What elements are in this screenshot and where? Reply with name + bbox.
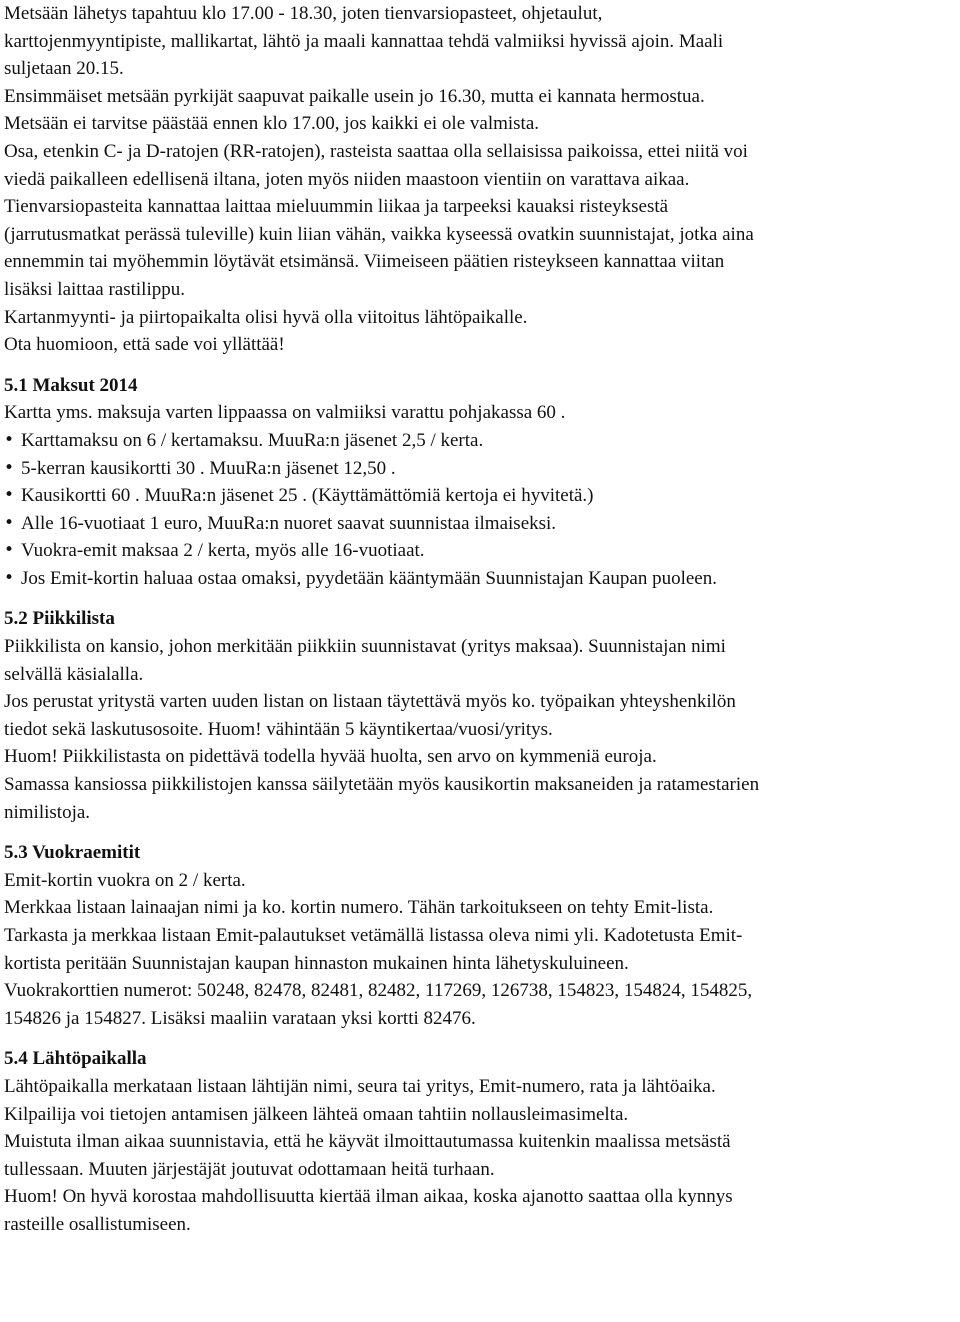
section-heading: 5.1 Maksut 2014 (4, 374, 138, 396)
text-line: Ota huomioon, että sade voi yllättää! (4, 334, 285, 356)
list-item-text: Vuokra-emit maksaa 2 / kerta, myös alle 16-vuotiaat. (21, 540, 425, 562)
text-line: Samassa kansiossa piikkilistojen kanssa säilytetään myös kausikortin maksaneiden ja ratamestarien (4, 774, 760, 796)
text-line: tiedot sekä laskutusosoite. Huom! vähintään 5 käyntikertaa/vuosi/yritys. (4, 718, 553, 740)
section-gap (4, 359, 954, 372)
text-line: Metsään ei tarvitse päästää ennen klo 17.00, jos kaikki ei ole valmista. (4, 113, 540, 135)
text-line: Piikkilista on kansio, johon merkitään piikkiin suunnistavat (yritys maksaa). Suunnistajan nimi (4, 636, 726, 658)
list-item (4, 510, 954, 538)
section-heading: 5.3 Vuokraemitit (4, 842, 141, 864)
text-line: Kilpailija voi tietojen antamisen jälkeen lähteä omaan tahtiin nollausleimasimelta. (4, 1103, 629, 1125)
section-lahtopaikalla (4, 1045, 954, 1238)
section-gap (4, 1032, 954, 1045)
text-line: Osa, etenkin C- ja D-ratojen (RR-ratojen), rasteista saattaa olla sellaisissa paikoissa, ettei niitä voi (4, 140, 748, 162)
text-line: rasteille osallistumiseen. (4, 1213, 191, 1235)
list-item-text: 5-kerran kausikortti 30 . MuuRa:n jäsenet 12,50 . (21, 457, 396, 479)
text-line: viedä paikalleen edellisenä iltana, joten myös niiden maastoon vientiin on varattava aikaa. (4, 168, 690, 190)
text-line: ennemmin tai myöhemmin löytävät etsimänsä. Viimeiseen päätien risteykseen kannattaa viitan (4, 251, 725, 273)
list-item-text: Alle 16-vuotiaat 1 euro, MuuRa:n nuoret saavat suunnistaa ilmaiseksi. (21, 512, 557, 534)
section-vuokraemitit (4, 839, 954, 1032)
text-line: suljetaan 20.15. (4, 58, 124, 80)
section-maksut (4, 372, 954, 593)
intro-section (4, 0, 954, 359)
text-line: Vuokrakorttien numerot: 50248, 82478, 82481, 82482, 117269, 126738, 154823, 154824, 154825, (4, 980, 753, 1002)
bullet-icon: • (4, 567, 15, 588)
list-item (4, 427, 954, 455)
text-line: Huom! Piikkilistasta on pidettävä todella hyvää huolta, sen arvo on kymmeniä euroja. (4, 746, 657, 768)
bullet-icon: • (4, 429, 15, 450)
text-line: Merkkaa listaan lainaajan nimi ja ko. kortin numero. Tähän tarkoitukseen on tehty Emit-lista. (4, 897, 714, 919)
text-line: tullessaan. Muuten järjestäjät joutuvat odottamaan heitä turhaan. (4, 1158, 495, 1180)
text-line: Metsään lähetys tapahtuu klo 17.00 - 18.30, joten tienvarsiopasteet, ohjetaulut, (4, 3, 603, 24)
text-line: Muistuta ilman aikaa suunnistavia, että he käyvät ilmoittautumassa kuitenkin maalissa metsästä (4, 1131, 731, 1153)
text-line: selvällä käsialalla. (4, 663, 144, 685)
section-gap (4, 592, 954, 605)
text-line: Lähtöpaikalla merkataan listaan lähtijän nimi, seura tai yritys, Emit-numero, rata ja lähtöaika. (4, 1075, 716, 1097)
text-line: Kartanmyynti- ja piirtopaikalta olisi hyvä olla viitoitus lähtöpaikalle. (4, 306, 528, 328)
text-line: Jos perustat yritystä varten uuden listan on listaan täytettävä myös ko. työpaikan yhteyshenkilön (4, 691, 736, 713)
fee-list (4, 427, 954, 593)
text-line: Tienvarsiopasteita kannattaa laittaa mieluummin liikaa ja tarpeeksi kauaksi risteyksestä (4, 196, 669, 218)
section-piikkilista (4, 605, 954, 826)
text-line: Huom! On hyvä korostaa mahdollisuutta kiertää ilman aikaa, koska ajanotto saattaa olla kynnys (4, 1186, 733, 1208)
text-line: (jarrutusmatkat perässä tuleville) kuin liian vähän, vaikka kyseessä ovatkin suunnistajat, jotka aina (4, 223, 754, 245)
list-item-text: Kausikortti 60 . MuuRa:n jäsenet 25 . (Käyttämättömiä kertoja ei hyvitetä.) (21, 485, 594, 507)
bullet-icon: • (4, 485, 15, 506)
section-gap (4, 826, 954, 839)
bullet-icon: • (4, 540, 15, 561)
text-line: Emit-kortin vuokra on 2 / kerta. (4, 869, 246, 891)
list-item-text: Jos Emit-kortin haluaa ostaa omaksi, pyydetään kääntymään Suunnistajan Kaupan puoleen. (21, 567, 717, 589)
text-line: Tarkasta ja merkkaa listaan Emit-palautukset vetämällä listassa oleva nimi yli. Kadotetusta Emit- (4, 925, 743, 946)
text-line: kortista peritään Suunnistajan kaupan hinnaston mukainen hinta lähetyskuluineen. (4, 952, 629, 974)
text-line: karttojenmyyntipiste, mallikartat, lähtö ja maali kannattaa tehdä valmiiksi hyvissä ajoin. Maali (4, 30, 724, 52)
list-item (4, 537, 954, 565)
list-item-text: Karttamaksu on 6 / kertamaksu. MuuRa:n jäsenet 2,5 / kerta. (21, 429, 484, 451)
list-item (4, 482, 954, 510)
text-line: lisäksi laittaa rastilippu. (4, 278, 185, 300)
list-item (4, 455, 954, 483)
text-line: 154826 ja 154827. Lisäksi maaliin varataan yksi kortti 82476. (4, 1007, 476, 1029)
bullet-icon: • (4, 457, 15, 478)
section-heading: 5.4 Lähtöpaikalla (4, 1048, 147, 1070)
section-heading: 5.2 Piikkilista (4, 608, 115, 630)
text-line: Ensimmäiset metsään pyrkijät saapuvat paikalle usein jo 16.30, mutta ei kannata hermostua. (4, 85, 705, 107)
text-line: nimilistoja. (4, 801, 91, 823)
bullet-icon: • (4, 512, 15, 533)
text-line: Kartta yms. maksuja varten lippaassa on valmiiksi varattu pohjakassa 60 . (4, 402, 566, 424)
list-item (4, 565, 954, 593)
